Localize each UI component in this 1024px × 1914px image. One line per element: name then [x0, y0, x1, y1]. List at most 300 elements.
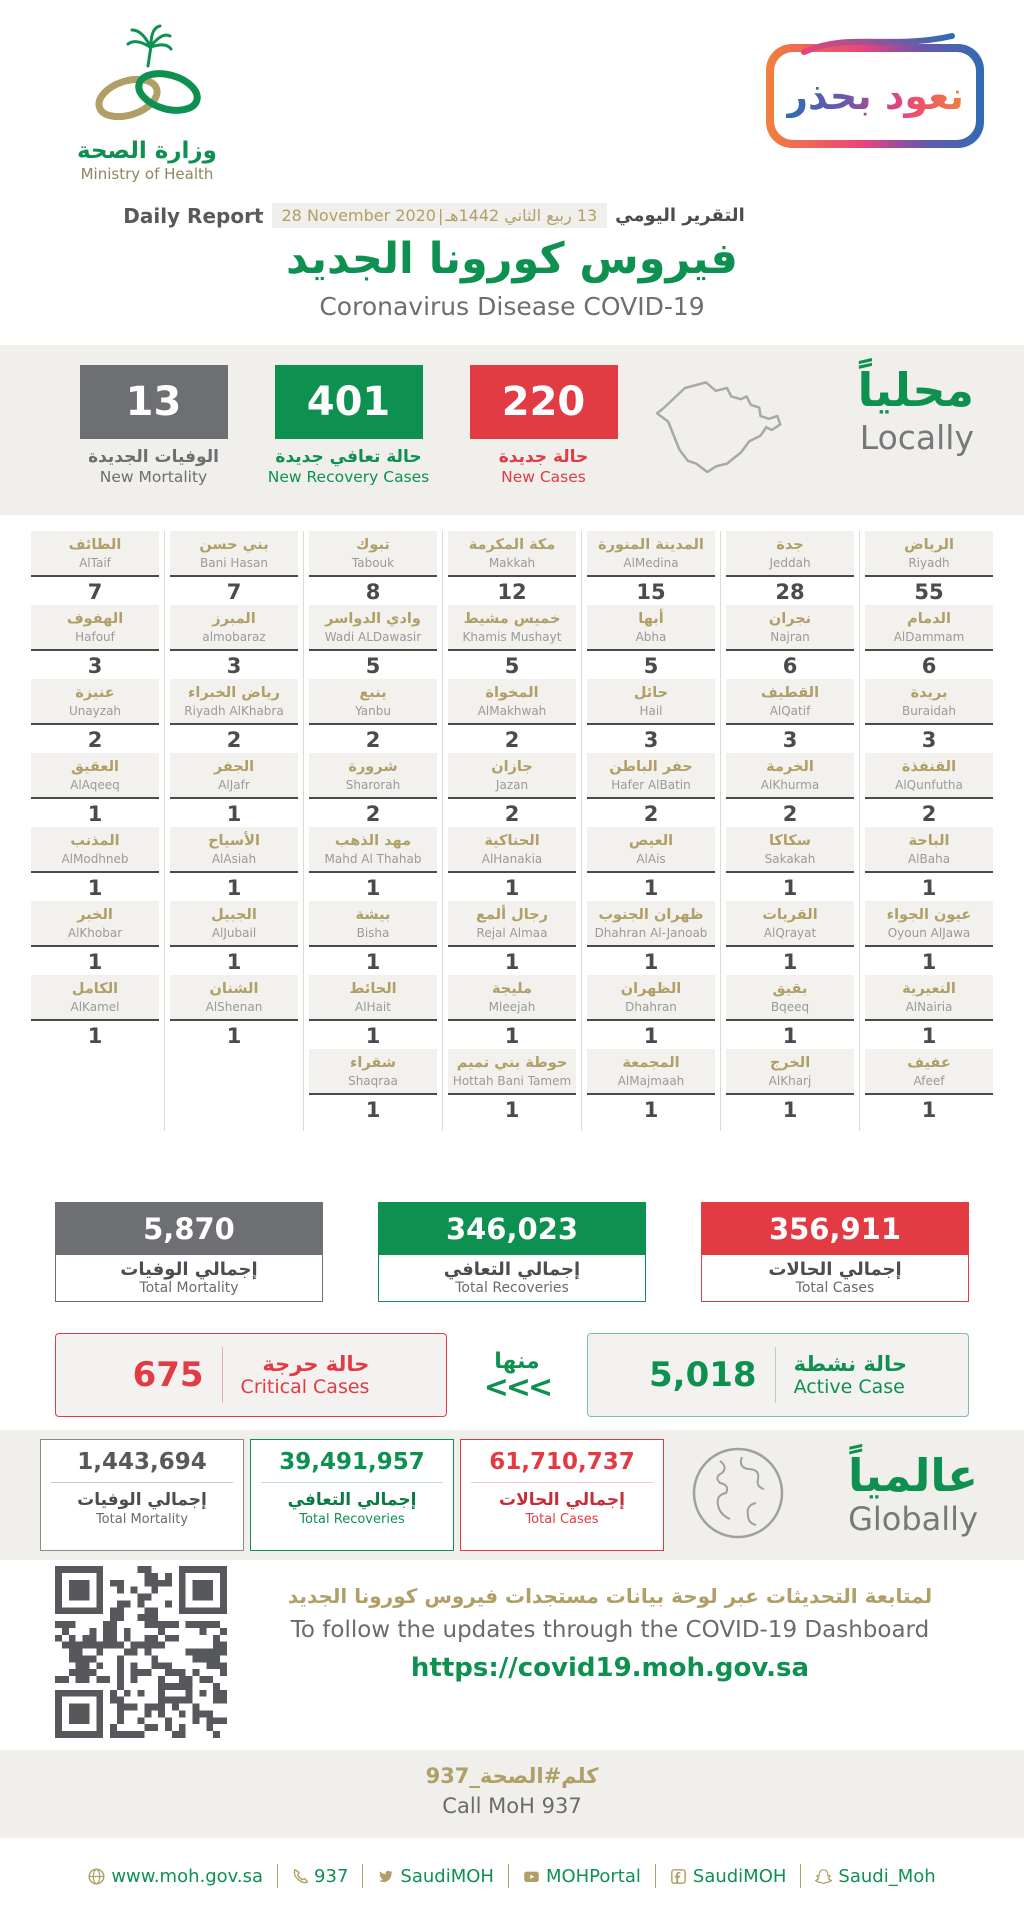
total-cases-label-ar: إجمالي الحالات	[768, 1259, 902, 1280]
globally-label-en: Globally	[848, 1499, 978, 1538]
city-name-ar: العقيق	[70, 759, 120, 775]
city-name-en: AlKhurma	[760, 778, 820, 792]
city-new-cases-value: 2	[504, 728, 520, 752]
city-new-cases-value: 12	[497, 580, 527, 604]
city-column	[720, 531, 859, 1131]
city-name-en: AlKamel	[70, 1000, 120, 1014]
city-name-en: Khamis Mushayt	[462, 630, 562, 644]
city-name-ar: عنيزة	[75, 685, 115, 701]
city-name-ar: مليجة	[491, 981, 533, 997]
city-new-cases-value: 1	[782, 876, 798, 900]
city-new-cases-value: 3	[782, 728, 798, 752]
city-name-ar: الرياض	[904, 537, 954, 553]
badge-text: نعود بحذر	[786, 74, 964, 118]
city-new-cases-value: 7	[226, 580, 242, 604]
global-cases-value: 61,710,737	[489, 1449, 635, 1475]
footer-label: SaudiMOH	[400, 1865, 494, 1887]
cities-grid	[26, 531, 998, 1131]
critical-cases-value: 675	[132, 1355, 204, 1395]
city-name-en: Sharorah	[345, 778, 401, 792]
city-new-cases-value: 5	[643, 654, 659, 678]
city-name-box	[448, 901, 576, 947]
city-name-box	[865, 1049, 993, 1095]
total-cases-value: 356,911	[702, 1203, 968, 1255]
city-name-box	[587, 1049, 715, 1095]
city-name-ar: القريات	[762, 907, 818, 923]
footer-item-website[interactable]	[88, 1866, 263, 1887]
city-cell	[865, 531, 993, 605]
city-name-ar: الجفر	[213, 759, 255, 775]
city-name-box	[309, 827, 437, 873]
city-cell	[726, 605, 854, 679]
city-cell	[865, 901, 993, 975]
city-name-en: Wadi ALDawasir	[324, 630, 422, 644]
city-name-en: Riyadh	[908, 556, 950, 570]
city-new-cases-value: 1	[782, 1098, 798, 1122]
city-name-en: Tabouk	[351, 556, 395, 570]
city-name-box	[726, 605, 854, 651]
city-name-en: Dhahran	[625, 1000, 677, 1014]
city-name-ar: رياض الخبراء	[188, 685, 280, 701]
totals-section	[0, 1190, 1024, 1320]
city-name-en: AlAsiah	[211, 852, 257, 866]
active-cases-value: 5,018	[649, 1355, 757, 1395]
city-new-cases-value: 7	[87, 580, 103, 604]
city-name-box	[309, 975, 437, 1021]
city-new-cases-value: 2	[87, 728, 103, 752]
footer-item-facebook[interactable]	[670, 1866, 787, 1887]
city-name-box	[31, 901, 159, 947]
city-name-ar: بني حسن	[199, 537, 269, 553]
covid-title-en: Coronavirus Disease COVID-19	[319, 292, 705, 321]
total-recoveries-box	[378, 1202, 646, 1302]
city-name-box	[587, 901, 715, 947]
city-name-box	[448, 679, 576, 725]
city-name-box	[170, 753, 298, 799]
city-new-cases-value: 1	[504, 1098, 520, 1122]
moh-logo-icon	[72, 20, 222, 132]
global-cases-label-en: Total Cases	[525, 1512, 599, 1527]
report-date-chip	[272, 203, 608, 228]
city-column	[164, 531, 303, 1131]
city-name-en: Najran	[770, 630, 810, 644]
date-ar: 13 ربيع الثاني 1442هـ	[445, 206, 598, 225]
title-section	[0, 195, 1024, 345]
city-cell	[31, 753, 159, 827]
city-cell	[170, 753, 298, 827]
city-name-ar: بقيق	[772, 981, 808, 997]
globally-section	[0, 1430, 1024, 1560]
youtube-icon	[523, 1868, 540, 1885]
city-name-en: Rejal Almaa	[476, 926, 548, 940]
city-name-en: Hafouf	[75, 630, 115, 644]
city-cell	[309, 827, 437, 901]
saudi-map-icon	[641, 365, 821, 511]
city-cell	[587, 679, 715, 753]
new-cases-value: 220	[470, 365, 618, 439]
city-name-ar: الدمام	[907, 611, 951, 627]
city-cell	[865, 605, 993, 679]
return-cautiously-badge	[766, 44, 984, 148]
globe-icon	[88, 1868, 105, 1885]
divider	[277, 1864, 278, 1888]
city-new-cases-value: 1	[643, 876, 659, 900]
daily-report-label-en: Daily Report	[123, 203, 264, 228]
divider	[51, 1482, 233, 1483]
total-recoveries-label-ar: إجمالي التعافي	[443, 1259, 581, 1280]
city-name-ar: الجبيل	[211, 907, 257, 923]
city-cell	[587, 827, 715, 901]
cities-section	[0, 515, 1024, 1190]
city-new-cases-value: 2	[365, 728, 381, 752]
city-name-box	[448, 753, 576, 799]
date-row	[0, 195, 946, 228]
facebook-icon	[670, 1868, 687, 1885]
footer-item-youtube[interactable]	[523, 1866, 641, 1887]
city-name-en: AlNairia	[905, 1000, 953, 1014]
divider	[508, 1864, 509, 1888]
city-name-en: Riyadh AlKhabra	[184, 704, 284, 718]
city-name-ar: حائل	[633, 685, 669, 701]
divider	[655, 1864, 656, 1888]
city-name-en: Dhahran Al-Janoab	[594, 926, 708, 940]
total-mortality-label-en: Total Mortality	[139, 1280, 239, 1296]
city-name-ar: شقراء	[349, 1055, 397, 1071]
city-new-cases-value: 2	[226, 728, 242, 752]
city-name-en: Hottah Bani Tamem	[452, 1074, 572, 1088]
city-name-en: AlDammam	[893, 630, 965, 644]
city-column	[26, 531, 164, 1131]
global-recoveries-value: 39,491,957	[279, 1449, 425, 1475]
twitter-icon	[377, 1868, 394, 1885]
global-recoveries-label-ar: إجمالي التعافي	[287, 1490, 417, 1510]
city-new-cases-value: 55	[914, 580, 944, 604]
city-name-box	[31, 531, 159, 577]
city-name-en: AlMajmaah	[617, 1074, 685, 1088]
city-cell	[726, 1049, 854, 1123]
city-new-cases-value: 1	[226, 950, 242, 974]
city-cell	[170, 901, 298, 975]
city-name-en: AlModhneb	[61, 852, 129, 866]
city-name-box	[587, 827, 715, 873]
active-cases-label-en: Active Case	[793, 1376, 905, 1398]
of-which-label-ar: منها	[494, 1349, 540, 1374]
city-new-cases-value: 1	[87, 1024, 103, 1048]
total-recoveries-value: 346,023	[379, 1203, 645, 1255]
city-name-en: Sakakah	[764, 852, 816, 866]
city-name-box	[31, 753, 159, 799]
city-cell	[587, 531, 715, 605]
locally-label-en: Locally	[859, 417, 974, 457]
city-name-en: AlHait	[355, 1000, 391, 1014]
divider	[800, 1864, 801, 1888]
city-cell	[31, 605, 159, 679]
new-recoveries-label-ar: حالة تعافي جديدة	[275, 447, 422, 467]
dashboard-line-en: To follow the updates through the COVID-19 Dashboard	[290, 1617, 930, 1643]
city-name-box	[587, 975, 715, 1021]
new-recoveries-label-en: New Recovery Cases	[267, 468, 430, 486]
city-cell	[587, 605, 715, 679]
city-new-cases-value: 1	[643, 1024, 659, 1048]
city-cell	[726, 753, 854, 827]
city-name-ar: عفيف	[907, 1055, 951, 1071]
active-cases-box	[587, 1333, 969, 1417]
city-new-cases-value: 1	[365, 950, 381, 974]
date-en: 28 November 2020	[281, 206, 436, 225]
city-name-en: Buraidah	[901, 704, 957, 718]
city-name-en: AlQatif	[769, 704, 811, 718]
city-name-en: Hafer AlBatin	[611, 778, 691, 792]
city-name-box	[587, 605, 715, 651]
globally-label-ar: عالمياً	[848, 1449, 978, 1503]
city-name-ar: مهد الذهب	[334, 833, 412, 849]
city-cell	[309, 531, 437, 605]
total-cases-label-en: Total Cases	[795, 1280, 875, 1296]
city-name-box	[448, 605, 576, 651]
footer-item-twitter[interactable]	[377, 1866, 494, 1887]
city-name-ar: ظهران الجنوب	[598, 907, 704, 923]
divider	[471, 1482, 653, 1483]
city-new-cases-value: 2	[365, 802, 381, 826]
city-name-box	[31, 827, 159, 873]
critical-cases-label-ar: حالة حرجة	[262, 1352, 370, 1376]
city-name-en: Mleejah	[488, 1000, 536, 1014]
date-separator: |	[437, 206, 444, 225]
city-name-en: Bani Hasan	[200, 556, 268, 570]
global-mortality-label-ar: إجمالي الوفيات	[77, 1490, 207, 1510]
city-name-box	[170, 679, 298, 725]
global-cases-label-ar: إجمالي الحالات	[499, 1490, 625, 1510]
city-name-en: almobaraz	[202, 630, 266, 644]
city-new-cases-value: 3	[921, 728, 937, 752]
city-name-box	[865, 753, 993, 799]
city-cell	[31, 901, 159, 975]
city-new-cases-value: 1	[643, 1098, 659, 1122]
city-name-box	[309, 1049, 437, 1095]
city-name-ar: الشنان	[209, 981, 259, 997]
city-name-en: AlMakhwah	[477, 704, 547, 718]
city-cell	[448, 605, 576, 679]
city-name-box	[587, 679, 715, 725]
dashboard-url-link[interactable]: https://covid19.moh.gov.sa	[410, 1653, 810, 1683]
city-cell	[309, 975, 437, 1049]
city-name-box	[448, 531, 576, 577]
city-new-cases-value: 1	[504, 1024, 520, 1048]
footer-label: 937	[314, 1865, 349, 1887]
city-cell	[448, 679, 576, 753]
divider	[775, 1347, 776, 1403]
ministry-name-en: Ministry of Health	[80, 165, 214, 183]
city-name-ar: المذنب	[70, 833, 120, 849]
city-name-box	[309, 753, 437, 799]
city-name-ar: تبوك	[356, 537, 390, 553]
city-name-ar: العيص	[628, 833, 674, 849]
city-cell	[448, 975, 576, 1049]
city-cell	[726, 901, 854, 975]
new-cases-stat	[446, 365, 641, 486]
city-name-ar: الخرج	[769, 1055, 811, 1071]
city-name-box	[865, 531, 993, 577]
total-mortality-box	[55, 1202, 323, 1302]
city-name-box	[726, 753, 854, 799]
city-column	[859, 531, 998, 1131]
new-recoveries-value: 401	[275, 365, 423, 439]
city-cell	[587, 1049, 715, 1123]
city-name-box	[726, 975, 854, 1021]
city-cell	[309, 901, 437, 975]
footer-label: www.moh.gov.sa	[111, 1865, 264, 1887]
city-name-ar: الكامل	[71, 981, 119, 997]
city-name-ar: نجران	[768, 611, 812, 627]
city-cell	[170, 679, 298, 753]
city-name-box	[170, 827, 298, 873]
city-name-box	[309, 605, 437, 651]
new-mortality-stat	[56, 365, 251, 486]
city-name-en: AlKhobar	[67, 926, 123, 940]
city-new-cases-value: 2	[643, 802, 659, 826]
city-name-en: Bqeeq	[770, 1000, 810, 1014]
city-new-cases-value: 3	[87, 654, 103, 678]
city-name-ar: المجمعة	[622, 1055, 680, 1071]
city-name-ar: شرورة	[348, 759, 398, 775]
city-cell	[726, 975, 854, 1049]
city-name-ar: الحائط	[349, 981, 397, 997]
covid-title-ar: فيروس كورونا الجديد	[286, 234, 738, 284]
city-name-en: Afeef	[913, 1074, 945, 1088]
footer-label: Saudi_Moh	[838, 1865, 936, 1887]
city-cell	[587, 753, 715, 827]
footer-item-phone[interactable]	[292, 1866, 348, 1887]
critical-cases-box	[55, 1333, 447, 1417]
city-name-en: AlQunfutha	[895, 778, 963, 792]
city-name-ar: المخواة	[485, 685, 539, 701]
city-cell	[170, 975, 298, 1049]
city-cell	[309, 679, 437, 753]
city-new-cases-value: 1	[643, 950, 659, 974]
city-name-ar: رجال ألمع	[476, 907, 548, 923]
city-name-en: Oyoun AlJawa	[887, 926, 971, 940]
city-name-ar: عيون الجواء	[886, 907, 972, 923]
city-new-cases-value: 1	[782, 950, 798, 974]
locally-section	[0, 345, 1024, 515]
city-name-box	[448, 1049, 576, 1095]
globe-icon	[686, 1441, 790, 1549]
city-name-ar: حفر الباطن	[609, 759, 693, 775]
city-name-ar: القطيف	[760, 685, 820, 701]
locally-label-ar: محلياً	[857, 363, 974, 417]
city-new-cases-value: 1	[504, 876, 520, 900]
city-name-ar: الباحة	[908, 833, 950, 849]
city-name-box	[170, 901, 298, 947]
city-name-box	[31, 605, 159, 651]
city-name-en: Jeddah	[769, 556, 811, 570]
city-name-ar: سكاكا	[768, 833, 811, 849]
new-mortality-value: 13	[80, 365, 228, 439]
of-which-indicator	[447, 1349, 587, 1405]
global-cases-box	[460, 1439, 664, 1551]
footer-social	[0, 1838, 1024, 1914]
qr-code	[55, 1566, 227, 1742]
city-new-cases-value: 1	[87, 876, 103, 900]
locally-label	[821, 365, 984, 457]
city-name-en: AlAqeeq	[70, 778, 120, 792]
city-name-ar: الخبر	[77, 907, 113, 923]
city-new-cases-value: 3	[226, 654, 242, 678]
global-mortality-value: 1,443,694	[77, 1449, 207, 1475]
city-name-ar: وادي الدواسر	[325, 611, 421, 627]
total-mortality-label-ar: إجمالي الوفيات	[120, 1259, 258, 1280]
footer-item-snapchat[interactable]	[815, 1866, 935, 1887]
city-column	[581, 531, 720, 1131]
city-cell	[865, 827, 993, 901]
city-name-box	[448, 827, 576, 873]
city-name-en: Shaqraa	[348, 1074, 398, 1088]
new-cases-label-ar: حالة جديدة	[498, 447, 589, 467]
call-hashtag: كلم#الصحة_937	[425, 1764, 599, 1788]
city-cell	[31, 827, 159, 901]
city-new-cases-value: 1	[365, 876, 381, 900]
city-name-en: Jazan	[495, 778, 529, 792]
city-cell	[448, 1049, 576, 1123]
city-name-box	[170, 531, 298, 577]
footer-label: SaudiMOH	[692, 1865, 787, 1887]
city-new-cases-value: 1	[226, 1024, 242, 1048]
left-chevrons-icon: <<<	[483, 1370, 551, 1405]
city-name-en: Unayzah	[68, 704, 122, 718]
header	[0, 0, 1024, 195]
city-cell	[309, 605, 437, 679]
city-new-cases-value: 1	[87, 950, 103, 974]
dashboard-line-ar: لمتابعة التحديثات عبر لوحة بيانات مستجدات فيروس كورونا الجديد	[287, 1584, 933, 1608]
city-name-en: AlQrayat	[763, 926, 817, 940]
critical-cases-label-en: Critical Cases	[240, 1376, 370, 1398]
city-name-ar: خميس مشيط	[463, 611, 561, 627]
city-name-en: AlJubail	[211, 926, 257, 940]
city-name-ar: المبرز	[212, 611, 256, 627]
city-new-cases-value: 5	[365, 654, 381, 678]
city-new-cases-value: 1	[921, 950, 937, 974]
phone-icon	[292, 1868, 308, 1884]
ministry-name-ar: وزارة الصحة	[77, 138, 217, 164]
city-new-cases-value: 1	[226, 876, 242, 900]
city-cell	[865, 975, 993, 1049]
badge-swoosh-icon	[798, 26, 958, 60]
city-name-ar: الطائف	[68, 537, 122, 553]
city-cell	[170, 605, 298, 679]
city-cell	[865, 753, 993, 827]
daily-report-label-ar: التقرير اليومي	[615, 205, 745, 226]
city-cell	[170, 531, 298, 605]
city-new-cases-value: 1	[921, 1098, 937, 1122]
city-new-cases-value: 2	[782, 802, 798, 826]
city-new-cases-value: 1	[87, 802, 103, 826]
city-name-ar: بريدة	[910, 685, 948, 701]
footer-label: MOHPortal	[545, 1865, 641, 1887]
city-name-box	[170, 975, 298, 1021]
city-name-box	[865, 975, 993, 1021]
city-new-cases-value: 5	[504, 654, 520, 678]
city-new-cases-value: 6	[782, 654, 798, 678]
city-name-box	[31, 975, 159, 1021]
city-name-ar: الهفوف	[66, 611, 124, 627]
city-name-box	[726, 827, 854, 873]
city-name-en: AlJafr	[218, 778, 250, 792]
city-name-en: Mahd Al Thahab	[324, 852, 422, 866]
city-new-cases-value: 2	[504, 802, 520, 826]
city-cell	[587, 901, 715, 975]
city-new-cases-value: 6	[921, 654, 937, 678]
city-cell	[448, 827, 576, 901]
